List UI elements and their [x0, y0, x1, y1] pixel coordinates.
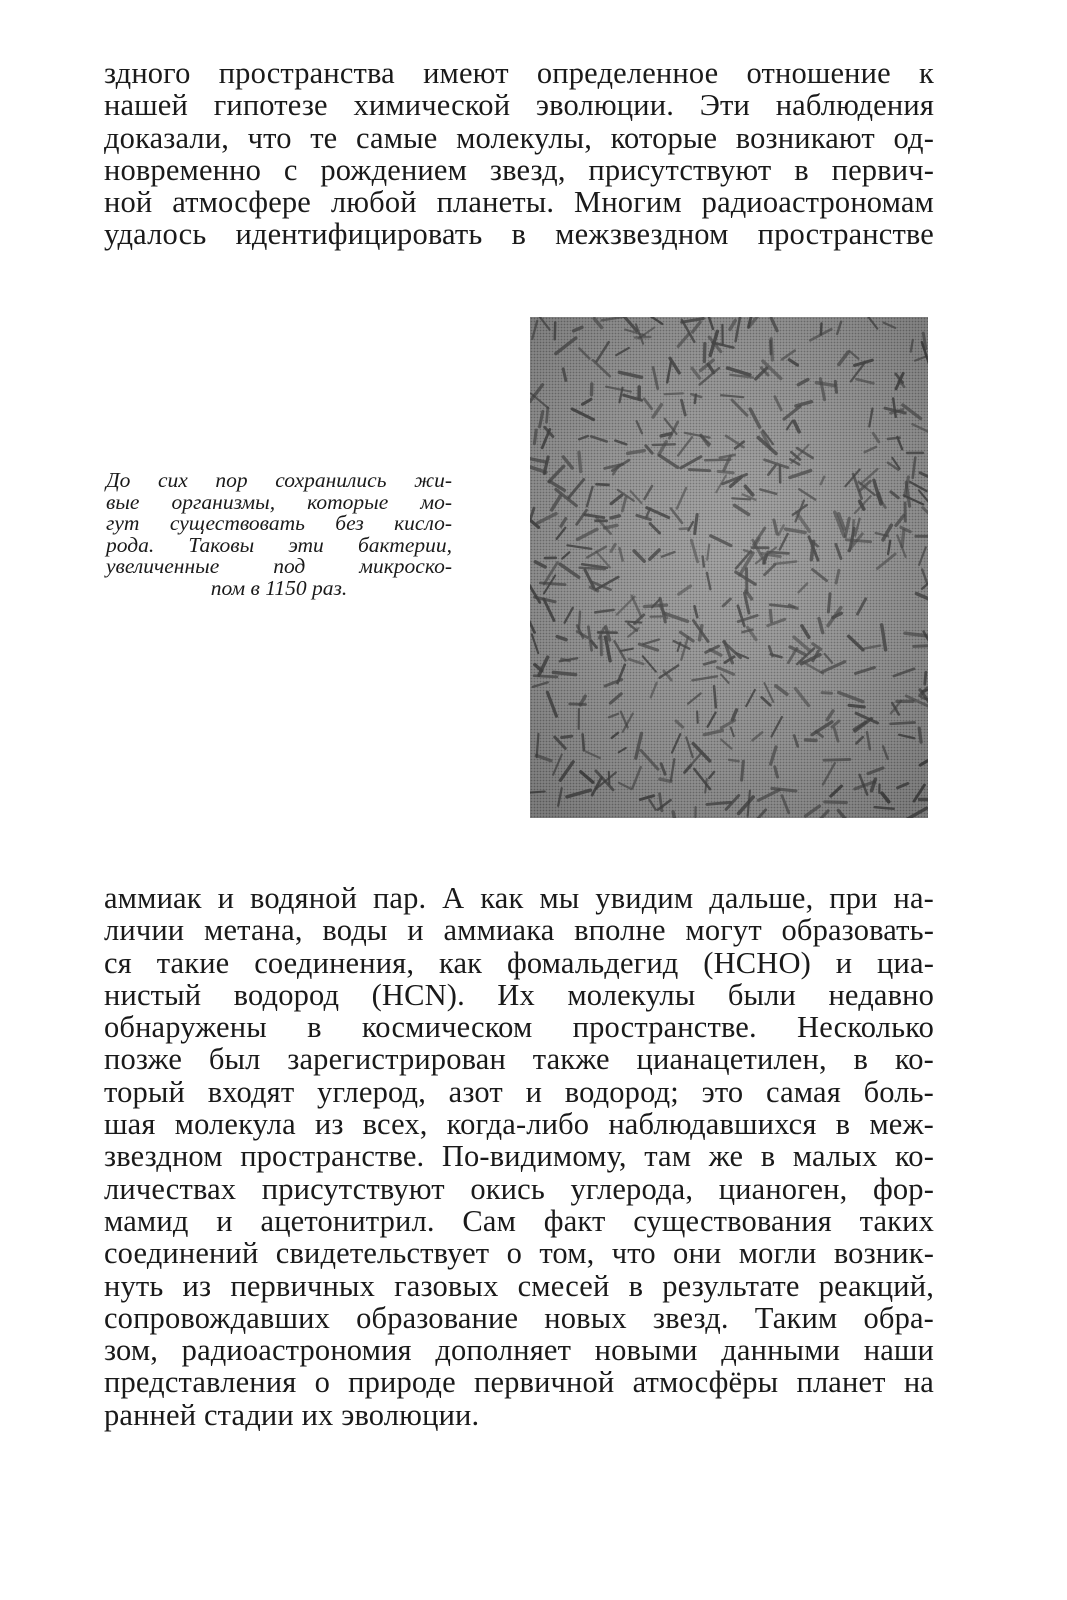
text-line: представления о природе первичной атмосфёры планет на: [104, 1365, 934, 1400]
caption-line: гут существовать без кисло-: [106, 511, 452, 536]
bacteria-microscope-photo: [530, 317, 928, 818]
text-line: доказали, что те самые молекулы, которые возникают од-: [104, 120, 934, 155]
text-line: ся такие соединения, как фомальдегид (HCHO) и циа-: [104, 945, 934, 980]
text-line: здного пространства имеют определенное отношение к: [104, 56, 934, 90]
text-line: зом, радиоастрономия дополняет новыми данными наши: [104, 1333, 934, 1368]
text-line: шая молекула из всех, когда-либо наблюдавшихся в меж-: [104, 1107, 934, 1142]
text-line: личии метана, воды и аммиака вполне могут образовать-: [104, 913, 934, 948]
text-line: звездном пространстве. По-видимому, там же в малых ко-: [104, 1139, 934, 1174]
text-line: нуть из первичных газовых смесей в результате реакций,: [104, 1268, 934, 1303]
caption-line: вые организмы, которые мо-: [106, 489, 452, 514]
text-line: ранней стадии их эволюции.: [104, 1397, 480, 1432]
text-line: аммиак и водяной пар. А как мы увидим дальше, при на-: [104, 881, 934, 915]
text-line: нистый водород (HCN). Их молекулы были недавно: [104, 977, 934, 1012]
text-line: обнаружены в космическом пространстве. Несколько: [104, 1010, 934, 1045]
caption-line: пом в 1150 раз.: [210, 575, 348, 600]
text-line: новременно с рождением звезд, присутствуют в первич-: [104, 152, 934, 187]
text-line: нашей гипотезе химической эволюции. Эти наблюдения: [104, 88, 934, 123]
caption-line: До сих пор сохранились жи-: [106, 468, 452, 492]
text-line: позже был зарегистрирован также цианацетилен, в ко-: [104, 1042, 934, 1077]
text-line: торый входят углерод, азот и водород; это самая боль-: [104, 1074, 934, 1109]
caption-line: рода. Таковы эти бактерии,: [106, 532, 452, 557]
top-paragraph: [104, 57, 934, 251]
text-line: ной атмосфере любой планеты. Многим радиоастрономам: [104, 185, 934, 220]
figure-caption: [106, 470, 452, 600]
bottom-paragraph: [104, 882, 934, 1431]
text-line: соединений свидетельствует о том, что они могли возник-: [104, 1236, 934, 1271]
caption-line: увеличенные под микроско-: [106, 554, 452, 579]
text-line: удалось идентифицировать в межзвездном пространстве: [104, 217, 934, 252]
text-line: мамид и ацетонитрил. Сам факт существования таких: [104, 1203, 934, 1238]
text-line: личествах присутствуют окись углерода, цианоген, фор-: [104, 1171, 934, 1206]
text-line: сопровождавших образование новых звезд. Таким обра-: [104, 1300, 934, 1335]
